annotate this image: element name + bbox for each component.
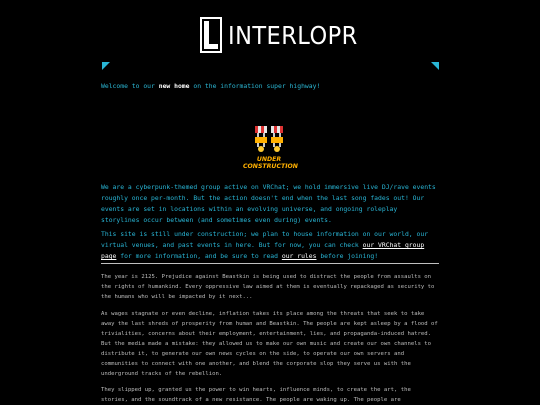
under-construction-line2: CONSTRUCTION bbox=[243, 163, 298, 170]
rules-link[interactable]: our rules bbox=[281, 252, 317, 260]
lore-paragraph-2: As wages stagnate or even decline, inflation takes its place among the threats that seek to take away the last shreds of prosperity from human and Beastkin. The people are kept asleep by a flood of trivialities, concerns about their employment, entertainment, lies, and propaganda-induced hatred. But the media made a mistake: they allowed us to make our own music and create our own channels to distribute it, to generate our own news cycles on the side, to operate our own servers and communities to connect with one another, and blend the corporate slop they serve us with the underground tracks of the rebellion. bbox=[101, 311, 438, 377]
construction-barrier-icon bbox=[243, 124, 295, 156]
welcome-line bbox=[101, 82, 439, 91]
vrchat-group-link[interactable]: our VRChat group page bbox=[101, 241, 425, 260]
under-construction-line1: UNDER bbox=[256, 156, 282, 163]
site-logo[interactable] bbox=[200, 16, 358, 56]
welcome-after: on the information super highway! bbox=[189, 82, 321, 90]
status-text-b: for more information, and be sure to read bbox=[116, 252, 282, 260]
under-construction-graphic bbox=[243, 124, 298, 172]
status-text-c: before joining! bbox=[316, 252, 379, 260]
logo-mark-icon bbox=[200, 17, 222, 53]
corner-triangle-right-icon bbox=[431, 62, 439, 70]
welcome-highlight: new home bbox=[158, 82, 190, 90]
lore-paragraph-1: The year is 2125. Prejudice against Beastkin is being used to distract the people from assaults on the rights of humankind. Every oppressive law aimed at them is eventually repackaged as security to the humans who will be impacted by it next... bbox=[101, 274, 435, 300]
intro-paragraph: We are a cyberpunk-themed group active on VRChat; we hold immersive live DJ/rave events roughly once per-month. But the action doesn't end when the last song fades out! Our events are set in locations within an evolving universe, and ongoing roleplay storylines occur between (and sometimes even during) events. bbox=[101, 183, 436, 224]
lore-paragraph-3: They slipped up, granted us the power to win hearts, influence minds, to create the art, the stories, and the soundtrack of a new resistance. The people are waking up. The people are bbox=[101, 387, 411, 403]
status-paragraph bbox=[101, 229, 439, 262]
section-divider bbox=[101, 263, 439, 264]
logo-text: INTERLOPR bbox=[228, 21, 358, 50]
corner-triangle-left-icon bbox=[102, 62, 110, 70]
under-construction-label bbox=[243, 156, 298, 170]
status-text-a: This site is still under construction; we plan to house information on our world, our virtual venues, and past events in here. But for now, you can check bbox=[101, 230, 429, 249]
welcome-before: Welcome to our bbox=[101, 82, 159, 90]
